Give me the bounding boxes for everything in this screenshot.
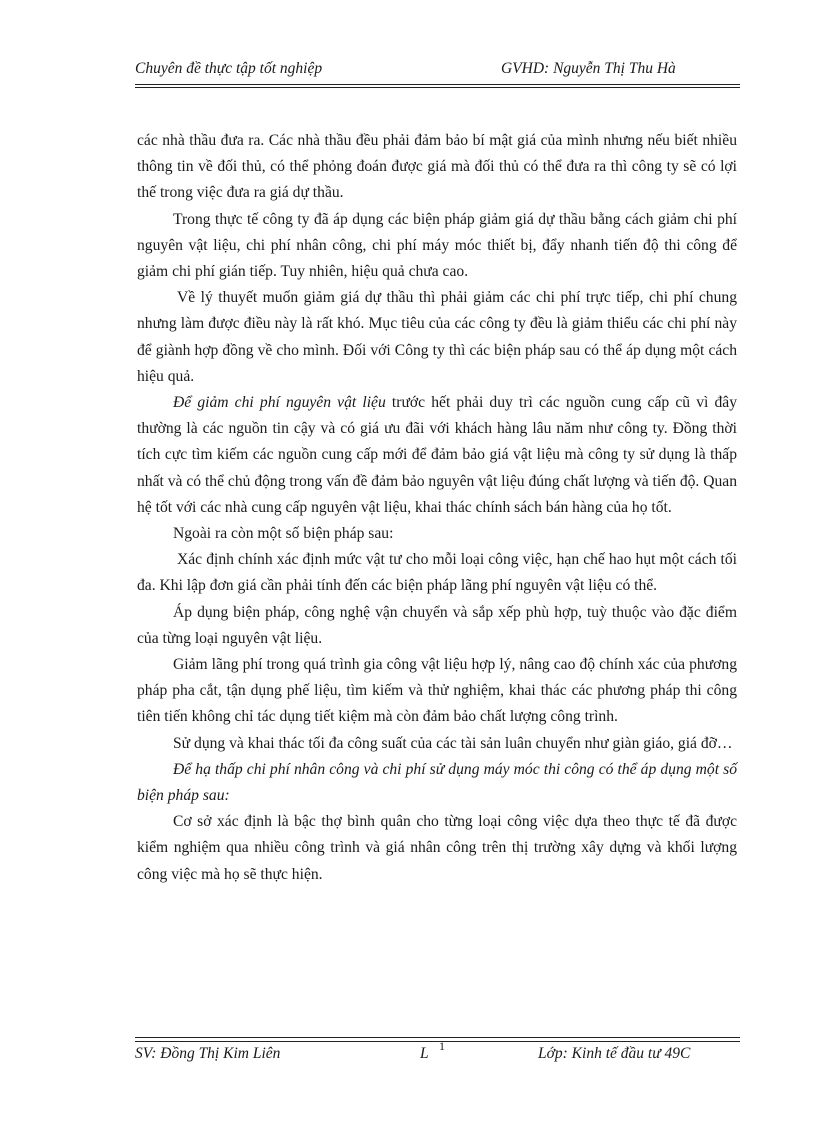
paragraph: Áp dụng biện pháp, công nghệ vận chuyển và sắp xếp phù hợp, tuỳ thuộc vào đặc điểm của từng loại nguyên vật liệu. bbox=[137, 603, 737, 647]
italic-heading: Để giảm chi phí nguyên vật liệu bbox=[173, 394, 386, 412]
footer-student: SV: Đồng Thị Kim Liên bbox=[135, 1045, 281, 1062]
page-number: 1 bbox=[439, 1039, 445, 1053]
paragraph: các nhà thầu đưa ra. Các nhà thầu đều phải đảm bảo bí mật giá của mình nhưng nếu biết nhiều thông tin về đối thủ, có thể phỏng đoán được giá mà đối thủ có thể đưa ra thì công ty sẽ có lợi thế trong việc đưa ra giá dự thầu. bbox=[137, 132, 737, 202]
paragraph: Ngoài ra còn một số biện pháp sau: bbox=[173, 525, 394, 543]
page-header bbox=[135, 58, 740, 84]
footer-divider bbox=[135, 1037, 740, 1042]
paragraph: Trong thực tế công ty đã áp dụng các biện pháp giảm giá dự thầu bằng cách giảm chi phí nguyên vật liệu, chi phí nhân công, chi phí máy móc thiết bị, đẩy nhanh tiến độ thi công để giảm chi phí gián tiếp. Tuy nhiên, hiệu quả chưa cao. bbox=[137, 210, 737, 281]
paragraph: Để giảm chi phí nguyên vật liệu trước hết phải duy trì các nguồn cung cấp cũ vì đây thường là các nguồn tin cậy và có giá ưu đãi với khách hàng lâu năm như công ty. Đồng thời tích cực tìm kiếm các nguồn cung cấp mới để đảm bảo giá vật liệu mà công ty sử dụng là thấp nhất và có thể chủ động trong vấn đề đảm bảo nguyên vật liệu đúng chất lượng và tiến độ. Quan hệ tốt với các nhà cung cấp nguyên vật liệu, khai thác chính sách bán hàng của họ tốt. bbox=[137, 394, 738, 516]
paragraph: Sử dụng và khai thác tối đa công suất của các tài sản luân chuyển như giàn giáo, giá đỡ… bbox=[173, 734, 733, 752]
italic-heading: Để hạ thấp chi phí nhân công và chi phí sử dụng máy móc thi công có thể áp dụng một số biện pháp sau: bbox=[137, 760, 737, 805]
paragraph: Về lý thuyết muốn giảm giá dự thầu thì phải giảm các chi phí trực tiếp, chi phí chung nhưng làm được điều này là rất khó. Mục tiêu của các công ty đều là giảm thiểu các chi phí này để giành hợp đồng về cho mình. Đối với Công ty thì các biện pháp sau có thể áp dụng một cách hiệu quả. bbox=[137, 289, 737, 385]
paragraph bbox=[137, 757, 737, 809]
header-advisor: GVHD: Nguyễn Thị Thu Hà bbox=[501, 60, 676, 77]
footer-class: Lớp: Kinh tế đầu tư 49C bbox=[538, 1045, 691, 1062]
paragraph: Xác định chính xác định mức vật tư cho mỗi loại công việc, hạn chế hao hụt một cách tối đa. Khi lập đơn giá cần phải tính đến các biện pháp lãng phí nguyên vật liệu có thể. bbox=[137, 551, 737, 595]
page-footer bbox=[135, 1039, 740, 1067]
document-body bbox=[137, 128, 737, 888]
footer-mark: L bbox=[420, 1045, 429, 1062]
header-title: Chuyên đề thực tập tốt nghiệp bbox=[135, 60, 323, 77]
paragraph: Giảm lãng phí trong quá trình gia công vật liệu hợp lý, nâng cao độ chính xác của phương pháp pha cắt, tận dụng phế liệu, tìm kiếm và thử nghiệm, khai thác các phương pháp thi công tiên tiến không chỉ tác dụng tiết kiệm mà còn đảm bảo chất lượng công trình. bbox=[137, 656, 737, 726]
header-divider bbox=[135, 84, 740, 88]
paragraph: Cơ sở xác định là bậc thợ bình quân cho từng loại công việc dựa theo thực tế đã được kiểm nghiệm qua nhiều công trình và giá nhân công trên thị trường xây dựng và khối lượng công việc mà họ sẽ thực hiện. bbox=[137, 813, 737, 883]
